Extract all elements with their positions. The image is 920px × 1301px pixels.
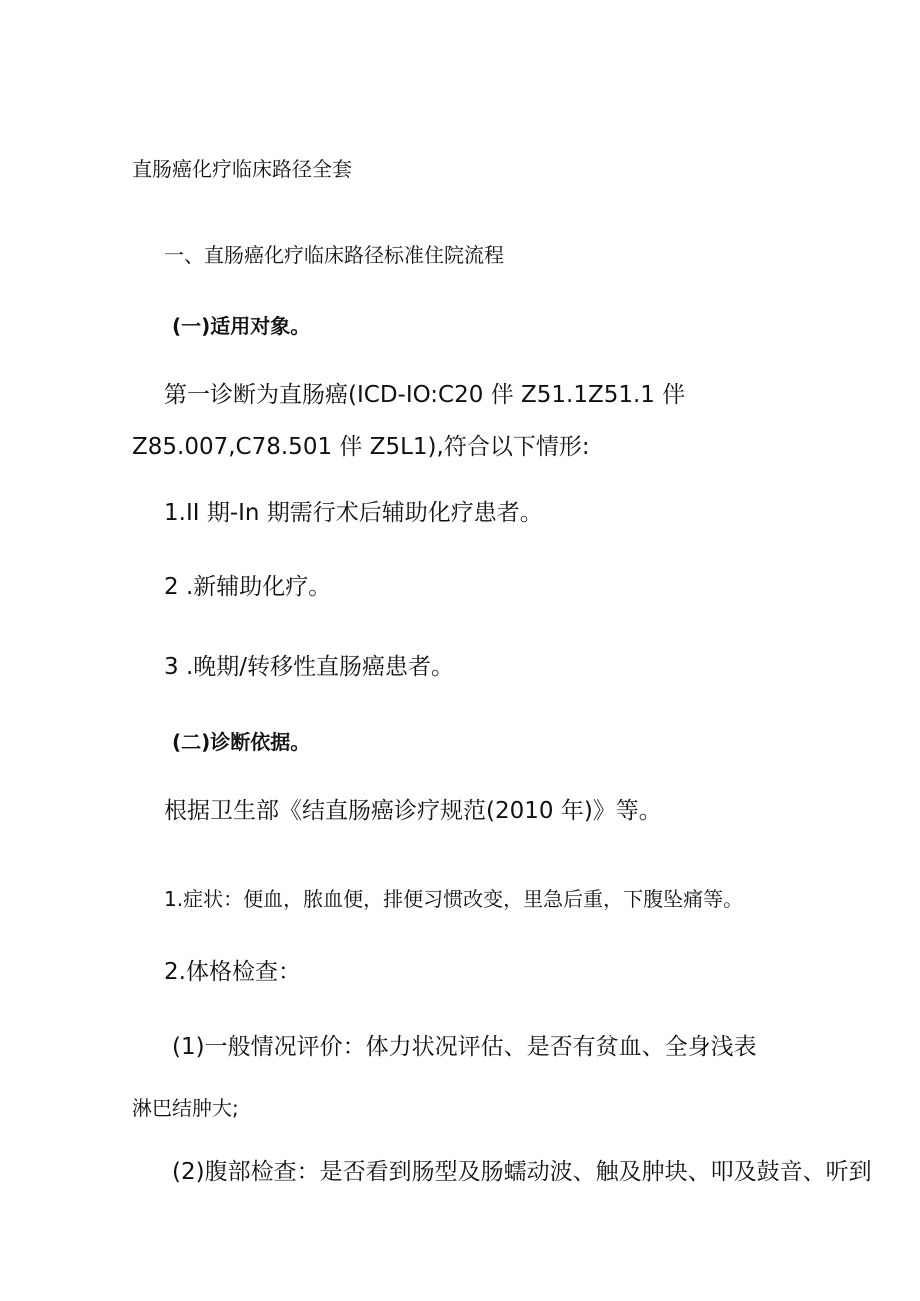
subsection-heading-diagnosis-basis: (二)诊断依据。 xyxy=(172,730,311,754)
diagnosis-paragraph-line-1: 第一诊断为直肠癌(ICD-IO:C20 伴 Z51.1Z51.1 伴 xyxy=(164,382,686,408)
document-title: 直肠癌化疗临床路径全套 xyxy=(132,157,352,181)
list-item-2: 2 .新辅助化疗。 xyxy=(164,574,332,600)
exam-item-2-line-1: (2)腹部检查：是否看到肠型及肠蠕动波、触及肿块、叩及鼓音、听到 xyxy=(172,1159,872,1185)
subsection-heading-applicable-subjects: (一)适用对象。 xyxy=(172,314,311,338)
symptom-paragraph: 1.症状：便血，脓血便，排便习惯改变，里急后重，下腹坠痛等。 xyxy=(164,887,744,911)
section-heading-1: 一、直肠癌化疗临床路径标准住院流程 xyxy=(164,243,504,267)
basis-paragraph: 根据卫生部《结直肠癌诊疗规范(2010 年)》等。 xyxy=(164,798,662,824)
exam-item-1-line-2: 淋巴结肿大; xyxy=(132,1096,239,1120)
list-item-1: 1.II 期-In 期需行术后辅助化疗患者。 xyxy=(164,500,543,526)
exam-item-1-line-1: (1)一般情况评价：体力状况评估、是否有贫血、全身浅表 xyxy=(172,1034,757,1060)
list-item-3: 3 .晚期/转移性直肠癌患者。 xyxy=(164,654,455,680)
exam-heading: 2.体格检查： xyxy=(164,959,301,985)
diagnosis-paragraph-line-2: Z85.007,C78.501 伴 Z5L1),符合以下情形: xyxy=(132,434,590,460)
